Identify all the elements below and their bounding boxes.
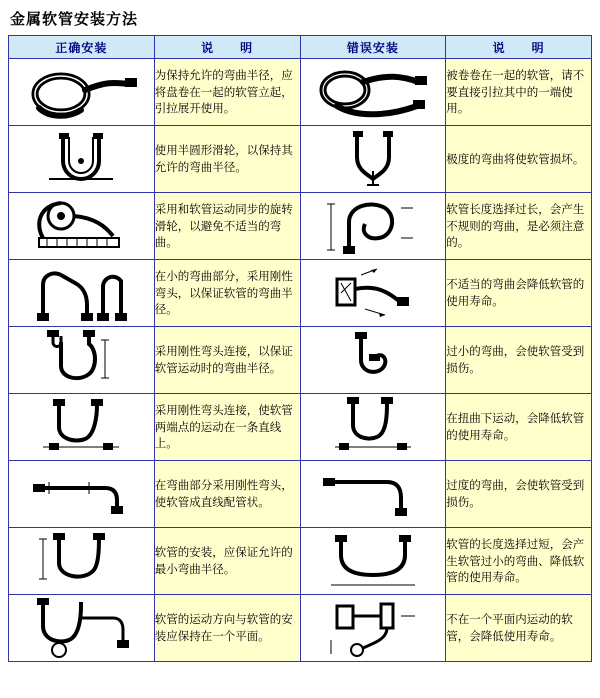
table-row: [9, 126, 592, 193]
rigid-elbow-correct-icon: [9, 328, 153, 392]
desc-wrong: 软管长度选择过长，会产生不规则的弯曲，是必须注意的。: [446, 193, 592, 260]
desc-wrong: 软管的长度选择过短，会产生软管过小的弯曲、降低软管的使用寿命。: [446, 528, 592, 595]
desc-wrong: 不在一个平面内运动的软管，会降低使用寿命。: [446, 595, 592, 662]
table-row: [9, 528, 592, 595]
table-row: [9, 193, 592, 260]
figure-cell-wrong: [300, 595, 446, 662]
desc-correct: 采用和软管运动同步的旋转滑轮，以避免不适当的弯曲。: [154, 193, 300, 260]
table-row: [9, 461, 592, 528]
hose-coil-wrong-icon: [301, 60, 445, 124]
figure-cell-correct: [9, 461, 155, 528]
table-row: [9, 260, 592, 327]
figure-cell-wrong: [300, 126, 446, 193]
desc-correct: 使用半圆形滑轮，以保持其允许的弯曲半径。: [154, 126, 300, 193]
figure-cell-correct: [9, 193, 155, 260]
figure-cell-wrong: [300, 394, 446, 461]
figure-cell-wrong: [300, 193, 446, 260]
desc-wrong: 不适当的弯曲会降低软管的使用寿命。: [446, 260, 592, 327]
header-correct-desc: 说 明: [154, 36, 300, 59]
semicircular-pulley-correct-icon: [9, 127, 153, 191]
min-radius-correct-icon: [9, 529, 153, 593]
desc-correct: 采用刚性弯头连接，使软管两端点的运动在一条直线上。: [154, 394, 300, 461]
straight-piping-correct-icon: [9, 462, 153, 526]
desc-correct: 软管的安装，应保证允许的最小弯曲半径。: [154, 528, 300, 595]
desc-correct: 在小的弯曲部分，采用刚性弯头，以保证软管的弯曲半径。: [154, 260, 300, 327]
figure-cell-correct: [9, 595, 155, 662]
sync-pulley-correct-icon: [9, 194, 153, 258]
figure-cell-correct: [9, 59, 155, 126]
header-wrong-install: 错误安装: [300, 36, 446, 59]
figure-cell-wrong: [300, 59, 446, 126]
desc-wrong: 极度的弯曲将使软管损坏。: [446, 126, 592, 193]
overlong-hose-wrong-icon: [301, 529, 445, 593]
header-correct-install: 正确安装: [9, 36, 155, 59]
figure-cell-correct: [9, 327, 155, 394]
figure-cell-correct: [9, 528, 155, 595]
table-row: [9, 59, 592, 126]
same-plane-correct-icon: [9, 596, 153, 660]
long-hose-wrong-icon: [301, 194, 445, 258]
page-title: 金属软管安装方法: [10, 10, 139, 28]
figure-cell-wrong: [300, 260, 446, 327]
desc-wrong: 过小的弯曲，会使软管受到损伤。: [446, 327, 592, 394]
figure-cell-wrong: [300, 327, 446, 394]
different-plane-wrong-icon: [301, 596, 445, 660]
rigid-bend-correct-icon: [9, 261, 153, 325]
tight-bend-wrong-icon: [301, 328, 445, 392]
table-row: [9, 327, 592, 394]
desc-correct: 为保持允许的弯曲半径，应将盘卷在一起的软管立起，引拉展开使用。: [154, 59, 300, 126]
figure-cell-correct: [9, 260, 155, 327]
desc-correct: 采用刚性弯头连接，以保证软管运动时的弯曲半径。: [154, 327, 300, 394]
figure-cell-correct: [9, 126, 155, 193]
desc-correct: 在弯曲部分采用刚性弯头，使软管成直线配管状。: [154, 461, 300, 528]
figure-cell-correct: [9, 394, 155, 461]
desc-wrong: 在扭曲下运动，会降低软管的使用寿命。: [446, 394, 592, 461]
figure-cell-wrong: [300, 461, 446, 528]
desc-wrong: 被卷卷在一起的软管，请不要直接引拉其中的一端使用。: [446, 59, 592, 126]
improper-bend-wrong-icon: [301, 261, 445, 325]
figure-cell-wrong: [300, 528, 446, 595]
table-row: [9, 595, 592, 662]
hose-installation-table: [8, 35, 592, 662]
torsion-wrong-icon: [301, 395, 445, 459]
desc-wrong: 过度的弯曲，会使软管受到损伤。: [446, 461, 592, 528]
sharp-bend-wrong-icon: [301, 127, 445, 191]
excessive-bend-wrong-icon: [301, 462, 445, 526]
header-wrong-desc: 说 明: [446, 36, 592, 59]
hose-coil-correct-icon: [9, 60, 153, 124]
desc-correct: 软管的运动方向与软管的安装应保持在一个平面。: [154, 595, 300, 662]
straight-line-correct-icon: [9, 395, 153, 459]
table-row: [9, 394, 592, 461]
table-header-row: [9, 36, 592, 59]
